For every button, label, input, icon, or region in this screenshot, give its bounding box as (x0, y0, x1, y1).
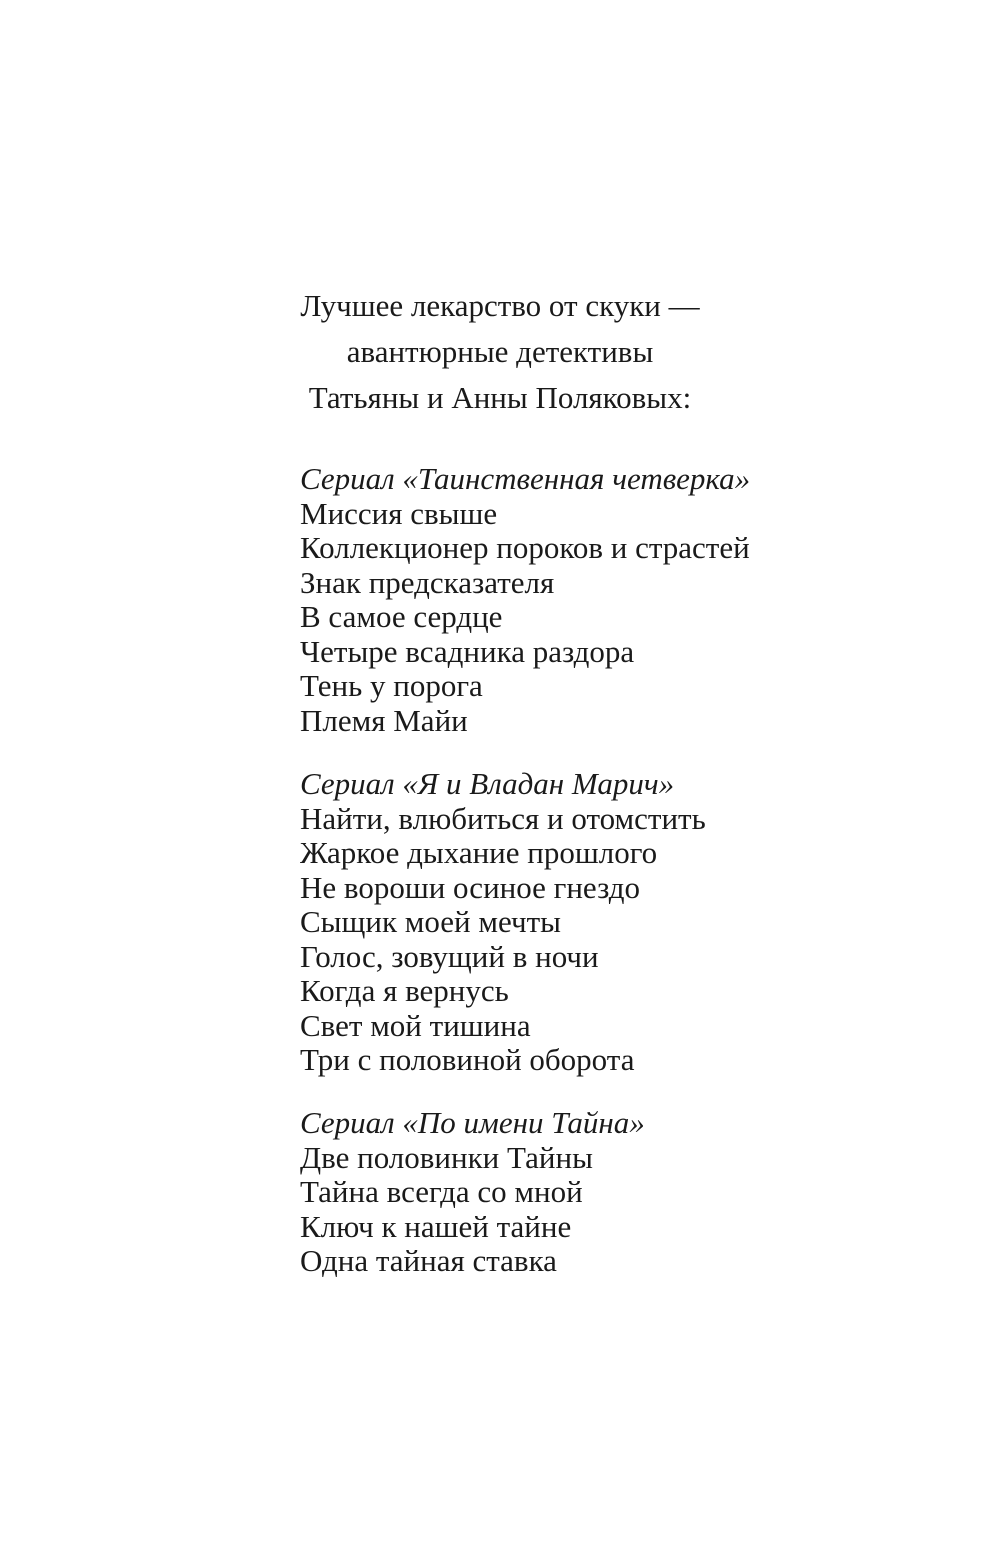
book-title: Не вороши осиное гнездо (300, 869, 641, 905)
intro-line: авантюрные детективы (346, 334, 654, 369)
book-title: Тайна всегда со мной (300, 1174, 583, 1209)
book-title: Голос, зовущий в ночи (300, 938, 599, 974)
book-title: Две половинки Тайны (300, 1139, 593, 1175)
book-title: Три с половиной оборота (300, 1042, 635, 1077)
book-title: Когда я вернусь (300, 973, 509, 1008)
series-title: Сериал «По имени Тайна» (300, 1105, 645, 1140)
intro-heading (0, 283, 1000, 421)
book-title: Тень у порога (300, 668, 483, 703)
intro-line: Татьяны и Анны Поляковых: (308, 380, 692, 415)
book-title: Сыщик моей мечты (300, 904, 561, 939)
book-title: Жаркое дыхание прошлого (300, 835, 658, 870)
series-list-vladan-marich (300, 767, 960, 1078)
series-list-mysterious-four (300, 462, 960, 738)
series-title: Сериал «Я и Владан Марич» (300, 766, 675, 801)
book-title: Ключ к нашей тайне (300, 1208, 572, 1244)
book-title: Одна тайная ставка (300, 1243, 557, 1278)
book-title: Найти, влюбиться и отомстить (300, 800, 706, 836)
series-title: Сериал «Таинственная четверка» (300, 461, 751, 496)
series-list-named-taina (300, 1106, 960, 1279)
book-title: Свет мой тишина (300, 1007, 531, 1043)
book-title: В самое сердце (300, 599, 503, 634)
book-title: Племя Майи (300, 702, 468, 738)
book-title: Знак предсказателя (300, 564, 555, 600)
book-title: Четыре всадника раздора (300, 633, 635, 669)
book-title: Миссия свыше (300, 495, 498, 531)
intro-line: Лучшее лекарство от скуки — (300, 288, 700, 323)
book-title: Коллекционер пороков и страстей (300, 530, 750, 565)
